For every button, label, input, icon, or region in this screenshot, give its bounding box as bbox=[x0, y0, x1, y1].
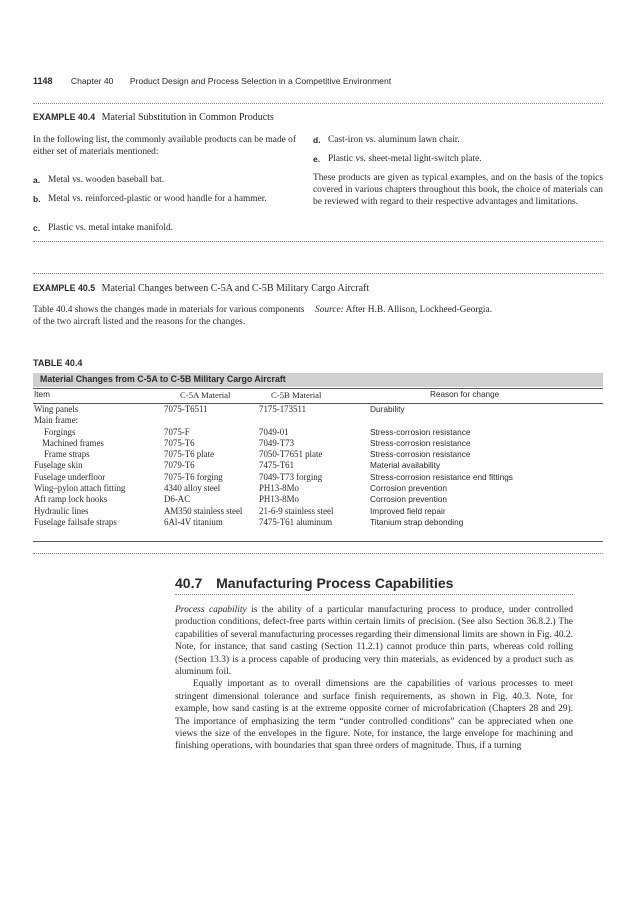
section-heading bbox=[175, 575, 453, 591]
table-caption: Material Changes from C-5A to C-5B Military Cargo Aircraft bbox=[40, 374, 286, 384]
section-title: Manufacturing Process Capabilities bbox=[216, 575, 454, 591]
body-paragraph bbox=[175, 604, 573, 678]
cell-reason: Stress-corrosion resistance bbox=[370, 449, 471, 460]
cell-reason: Durability bbox=[370, 404, 405, 414]
list-item bbox=[33, 222, 303, 234]
cell-item: Aft ramp lock hooks bbox=[34, 494, 108, 505]
running-title: Product Design and Process Selection in a Competitive Environment bbox=[129, 76, 392, 86]
example-40-4-intro: In the following list, the commonly available products can be made of either set of materials mentioned: bbox=[33, 135, 296, 157]
column-header-c5b: C-5B Material bbox=[271, 390, 322, 400]
cell-item: Wing–pylon attach fitting bbox=[34, 483, 126, 494]
table-row bbox=[33, 438, 603, 449]
column-header-reason: Reason for change bbox=[430, 390, 500, 399]
page-number: 1148 bbox=[33, 76, 53, 86]
cell-reason: Improved field repair bbox=[370, 505, 446, 516]
cell-c5b-material: 7475-T61 aluminum bbox=[259, 516, 333, 527]
list-letter: d. bbox=[313, 135, 321, 145]
example-40-5-heading bbox=[33, 283, 369, 294]
cell-c5b-material: PH13-8Mo bbox=[259, 494, 299, 505]
cell-item: Machined frames bbox=[42, 437, 104, 448]
column-header-c5a: C-5A Material bbox=[180, 390, 231, 400]
table-row bbox=[33, 472, 603, 483]
cell-reason: Stress-corrosion resistance bbox=[370, 426, 471, 437]
list-item bbox=[313, 153, 603, 165]
cell-c5b-material: 7475-T61 bbox=[259, 460, 295, 471]
source-label: Source: bbox=[315, 305, 344, 315]
list-text: Cast-iron vs. aluminum lawn chair. bbox=[328, 135, 460, 145]
cell-item: Forgings bbox=[44, 426, 76, 437]
list-letter: e. bbox=[313, 154, 321, 164]
list-item bbox=[313, 134, 603, 146]
list-letter: a. bbox=[33, 175, 41, 185]
cell-item: Hydraulic lines bbox=[34, 505, 89, 516]
table-header bbox=[33, 388, 603, 404]
cell-item: Fuselage failsafe straps bbox=[34, 516, 117, 527]
table-row bbox=[33, 506, 603, 517]
cell-c5a-material: D6-AC bbox=[164, 494, 191, 505]
table-row bbox=[33, 404, 603, 415]
cell-c5a-material: AM350 stainless steel bbox=[164, 505, 243, 516]
cell-c5b-material: PH13-8Mo bbox=[259, 483, 299, 494]
example-title: Material Changes between C-5A and C-5B Military Cargo Aircraft bbox=[101, 283, 370, 294]
cell-c5a-material: 7075-T6511 bbox=[164, 404, 208, 414]
header-rule bbox=[33, 103, 603, 104]
section-body bbox=[175, 604, 573, 753]
cell-c5a-material: 7075-T6 bbox=[164, 437, 195, 448]
source-text: After H.B. Allison, Lockheed-Georgia. bbox=[345, 305, 493, 315]
list-text: Metal vs. reinforced-plastic or wood handle for a hammer. bbox=[48, 194, 267, 204]
paragraph-text: is the ability of a particular manufacturing process to produce, under controlled production conditions, defect-free parts within certain limits of precision. (See also Section 36.8.2.) The capabilities of several manufacturing processes regarding their dimensional limits are shown in Fig. 40.2. Note, for instance, that sand casting (Section 11.2.1) cannot produce thin parts, whereas cold rolling (Section 13.3) is a process capable of producing very thin materials, as evidenced by a product such as aluminum foil. bbox=[175, 605, 573, 678]
cell-reason: Stress-corrosion resistance end fittings bbox=[370, 471, 513, 482]
cell-c5a-material: 7079-T6 bbox=[164, 460, 195, 471]
cell-reason: Corrosion prevention bbox=[370, 483, 448, 494]
example-40-5-text: Table 40.4 shows the changes made in materials for various components of the two aircraft listed and the reasons for the changes. bbox=[33, 305, 305, 327]
cell-c5a-material: 7075-F bbox=[164, 426, 190, 437]
table-row bbox=[33, 517, 603, 528]
cell-c5a-material: 7075-T6 plate bbox=[164, 449, 215, 460]
cell-c5a-material: 6Al-4V titanium bbox=[164, 516, 223, 527]
section-rule bbox=[175, 594, 573, 595]
list-item bbox=[33, 193, 301, 205]
cell-item: Wing panels bbox=[34, 404, 79, 414]
example-40-4-closing: These products are given as typical examples, and on the basis of the topics covered in various chapters throughout this book, the choice of materials can be reviewed with regard to their respective advantages and limitations. bbox=[313, 173, 603, 207]
running-header bbox=[33, 76, 603, 90]
list-text: Plastic vs. metal intake manifold. bbox=[48, 223, 173, 233]
table-body bbox=[33, 404, 603, 528]
example-end-rule bbox=[33, 241, 603, 242]
column-header-item: Item bbox=[34, 390, 50, 399]
cell-c5b-material: 21-6-9 stainless steel bbox=[259, 505, 334, 516]
term-emphasis: Process capability bbox=[175, 605, 247, 615]
table-row bbox=[33, 427, 603, 438]
list-letter: b. bbox=[33, 194, 41, 204]
cell-c5a-material: 7075-T6 forging bbox=[164, 471, 223, 482]
list-text: Metal vs. wooden baseball bat. bbox=[48, 175, 165, 185]
cell-item: Frame straps bbox=[44, 449, 90, 460]
example-title: Material Substitution in Common Products bbox=[101, 112, 274, 123]
example-40-4-heading bbox=[33, 112, 274, 123]
example-start-rule bbox=[33, 273, 603, 274]
cell-c5b-material: 7049-T73 forging bbox=[259, 471, 323, 482]
cell-item: Fuselage underfloor bbox=[34, 471, 106, 482]
example-label: EXAMPLE 40.4 bbox=[33, 112, 96, 122]
cell-reason: Titanium strap debonding bbox=[370, 516, 464, 527]
cell-c5a-material: 4340 alloy steel bbox=[164, 483, 221, 494]
table-row bbox=[33, 494, 603, 505]
cell-c5b-material: 7049-01 bbox=[259, 426, 289, 437]
list-text: Plastic vs. sheet-metal light-switch plate. bbox=[328, 154, 482, 164]
list-letter: c. bbox=[33, 223, 41, 233]
chapter-label: Chapter 40 bbox=[70, 76, 114, 86]
body-paragraph: Equally important as to overall dimensions are the capabilities of various processes to meet stringent dimensional tolerance and surface finish requirements, as shown in Fig. 40.3. Note, for example, how sand casting is at the extreme opposite corner of microfabrication (Chapters 28 and 29). The importance of emphasizing the term “under controlled conditions” can be appreciated when one views the size of the envelopes in the figure. Note, for instance, the large envelope for machining and finishing operations, with boundaries that span three orders of magnitude. Thus, if a turning bbox=[175, 679, 573, 752]
cell-item: Fuselage skin bbox=[34, 460, 83, 471]
table-row bbox=[33, 449, 603, 460]
cell-c5b-material: 7175-173511 bbox=[259, 404, 307, 414]
cell-c5b-material: 7050-T7651 plate bbox=[259, 449, 323, 460]
table-row bbox=[33, 460, 603, 471]
table-row bbox=[33, 483, 603, 494]
cell-reason: Material availability bbox=[370, 460, 441, 471]
example-end-rule bbox=[33, 553, 603, 554]
cell-item: Main frame: bbox=[34, 415, 79, 426]
cell-reason: Stress-corrosion resistance bbox=[370, 437, 471, 448]
list-item bbox=[33, 174, 303, 186]
cell-c5b-material: 7049-T73 bbox=[259, 437, 295, 448]
table-row bbox=[33, 415, 603, 426]
table-end-rule bbox=[33, 541, 603, 542]
example-label: EXAMPLE 40.5 bbox=[33, 283, 96, 293]
table-label: TABLE 40.4 bbox=[33, 358, 83, 368]
example-40-5-source bbox=[315, 304, 603, 316]
section-number: 40.7 bbox=[175, 575, 203, 591]
cell-reason: Corrosion prevention bbox=[370, 494, 448, 505]
